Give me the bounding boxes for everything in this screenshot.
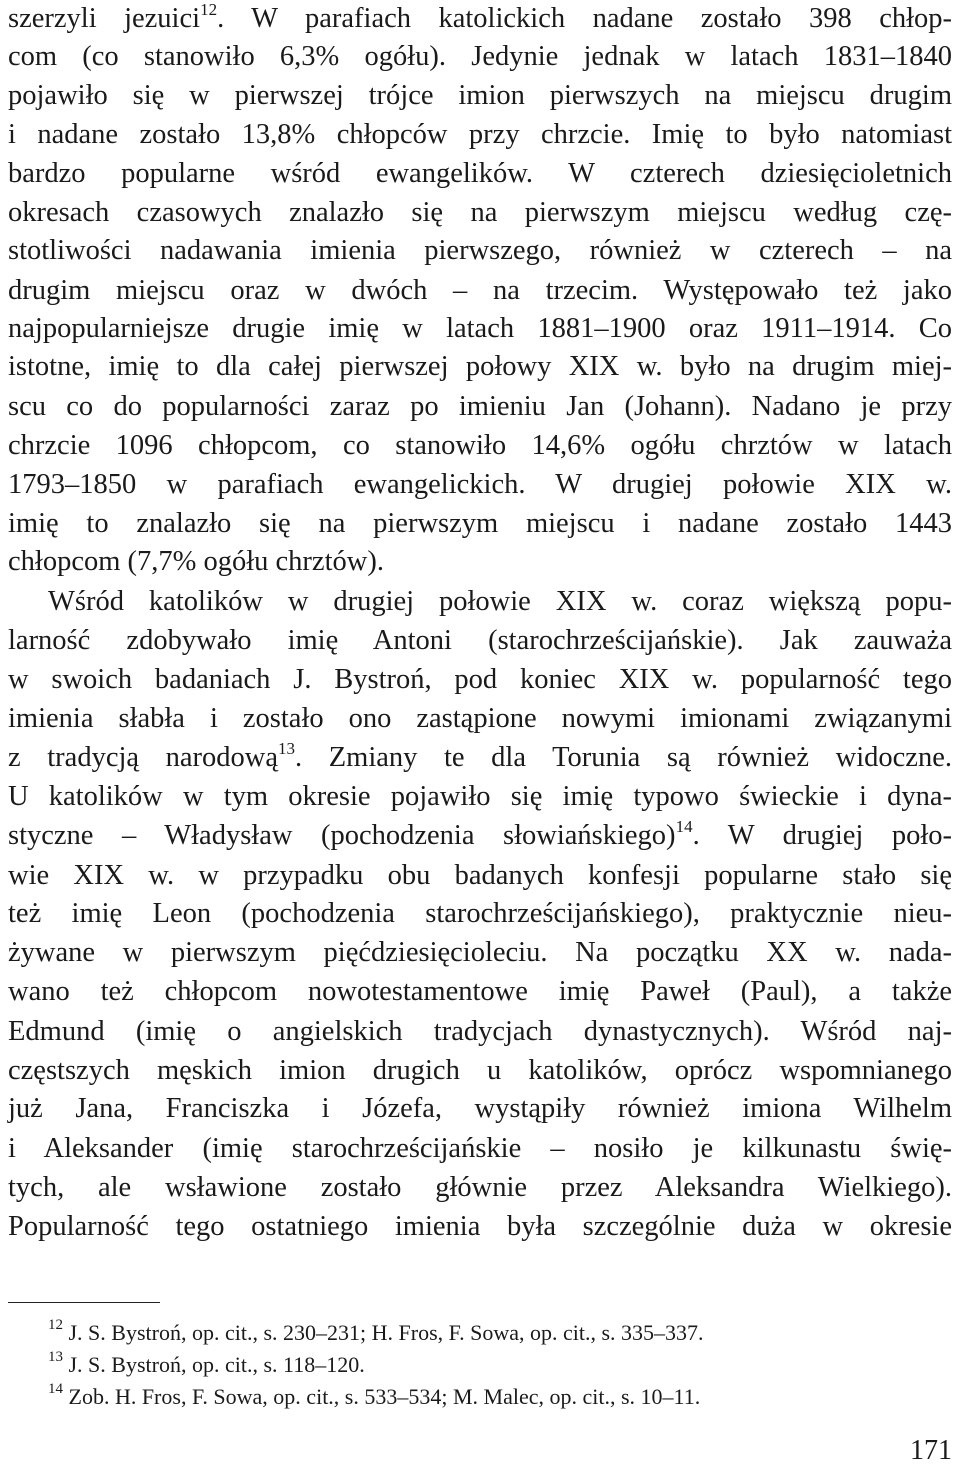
text-line [8,739,952,777]
text-line [8,388,952,426]
text-segment: com (co stanowiło 6,3% ogółu). Jedynie jednak w latach 1831–1840 [8,41,952,72]
text-segment: najpopularniejsze drugie imię w latach 1881–1900 oraz 1911–1914. Co [8,313,952,344]
text-line [8,817,952,855]
text-line [8,857,952,895]
text-segment: już Jana, Franciszka i Józefa, wystąpiły również imiona Wilhelm [8,1093,952,1124]
text-line [8,700,952,738]
text-line [8,116,952,154]
text-line [8,272,952,310]
text-segment: scu co do popularności zaraz po imieniu Jan (Johann). Nadano je przy [8,391,952,422]
text-segment: imię to znalazło się na pierwszym miejscu i nadane zostało 1443 [8,508,952,539]
text-segment: i Aleksander (imię starochrześcijańskie – nosiło je kilkunastu świę- [8,1133,952,1164]
text-line [8,0,952,38]
footnote-text: J. S. Bystroń, op. cit., s. 118–120. [63,1352,365,1377]
text-segment: . W parafiach katolickich nadane zostało 398 chłop- [217,3,952,34]
text-segment: Wśród katolików w drugiej połowie XIX w. coraz większą popu- [48,586,952,617]
text-line [8,895,952,933]
text-line [8,155,952,193]
text-line [8,348,952,386]
text-line [8,973,952,1011]
text-line [8,1052,952,1090]
text-segment: larność zdobywało imię Antoni (starochrześcijańskie). Jak zauważa [8,625,952,656]
text-line [8,466,952,504]
text-segment: i nadane zostało 13,8% chłopców przy chrzcie. Imię to było natomiast [8,119,952,150]
footnote-number: 13 [48,1348,63,1365]
text-segment: chrzcie 1096 chłopcom, co stanowiło 14,6% ogółu chrztów w latach [8,430,952,461]
text-segment: drugim miejscu oraz w dwóch – na trzecim. Występowało też jako [8,275,952,306]
footnote-separator [8,1302,160,1303]
footnote-reference: 14 [675,816,693,836]
text-line [8,1090,952,1128]
footnote [48,1382,700,1412]
text-segment: stotliwości nadawania imienia pierwszego, również w czterech – na [8,235,952,266]
text-segment: wie XIX w. w przypadku obu badanych konfesji popularne stało się [8,860,952,891]
text-line [8,310,952,348]
text-line [8,38,952,76]
footnote-reference: 13 [278,738,296,758]
text-line [8,77,952,115]
footnote-text: Zob. H. Fros, F. Sowa, op. cit., s. 533–534; M. Malec, op. cit., s. 10–11. [63,1384,701,1409]
text-segment: z tradycją narodową [8,742,279,773]
text-segment: U katolików w tym okresie pojawiło się imię typowo świeckie i dyna- [8,781,952,812]
text-segment: też imię Leon (pochodzenia starochrześcijańskiego), praktycznie nieu- [8,898,952,929]
footnote-text: J. S. Bystroń, op. cit., s. 230–231; H. Fros, F. Sowa, op. cit., s. 335–337. [63,1320,704,1345]
text-segment: Edmund (imię o angielskich tradycjach dynastycznych). Wśród naj- [8,1016,952,1047]
text-line [8,427,952,465]
page-number: 171 [910,1435,952,1466]
text-line [8,505,952,543]
text-segment: wano też chłopcom nowotestamentowe imię Paweł (Paul), a także [8,976,952,1007]
text-segment: . Zmiany te dla Torunia są również widoczne. [295,742,952,773]
text-line [8,1130,952,1168]
text-segment: pojawiło się w pierwszej trójce imion pierwszych na miejscu drugim [8,80,952,111]
footnote-reference: 12 [200,0,218,19]
text-line [8,622,952,660]
footnote-number: 12 [48,1316,63,1333]
text-segment: w swoich badaniach J. Bystroń, pod koniec XIX w. popularność tego [8,664,952,695]
footnote [48,1350,365,1380]
text-segment: żywane w pierwszym pięćdziesięcioleciu. Na początku XX w. nada- [8,937,952,968]
text-line [8,194,952,232]
text-segment: chłopcom (7,7% ogółu chrztów). [8,546,384,577]
text-line [8,1013,952,1051]
text-segment: Popularność tego ostatniego imienia była szczególnie duża w okresie [8,1211,952,1242]
text-segment: częstszych męskich imion drugich u katolików, oprócz wspomnianego [8,1055,952,1086]
text-segment: styczne – Władysław (pochodzenia słowiańskiego) [8,820,676,851]
text-segment: 1793–1850 w parafiach ewangelickich. W drugiej połowie XIX w. [8,469,952,500]
text-segment: . W drugiej poło- [692,820,953,851]
footnote [48,1318,704,1348]
text-line [8,543,952,581]
text-line [8,1169,952,1207]
footnote-number: 14 [48,1380,63,1397]
text-segment: bardzo popularne wśród ewangelików. W czterech dziesięcioletnich [8,158,952,189]
text-segment: tych, ale wsławione zostało głównie przez Aleksandra Wielkiego). [8,1172,952,1203]
text-line [8,1208,952,1246]
text-segment: istotne, imię to dla całej pierwszej połowy XIX w. było na drugim miej- [8,351,952,382]
text-segment: szerzyli jezuici [8,3,201,34]
text-line [8,934,952,972]
text-line [8,778,952,816]
text-line [8,232,952,270]
text-segment: okresach czasowych znalazło się na pierwszym miejscu według czę- [8,197,952,228]
text-segment: imienia słabła i zostało ono zastąpione nowymi imionami związanymi [8,703,952,734]
text-line [8,583,952,621]
text-line [8,661,952,699]
